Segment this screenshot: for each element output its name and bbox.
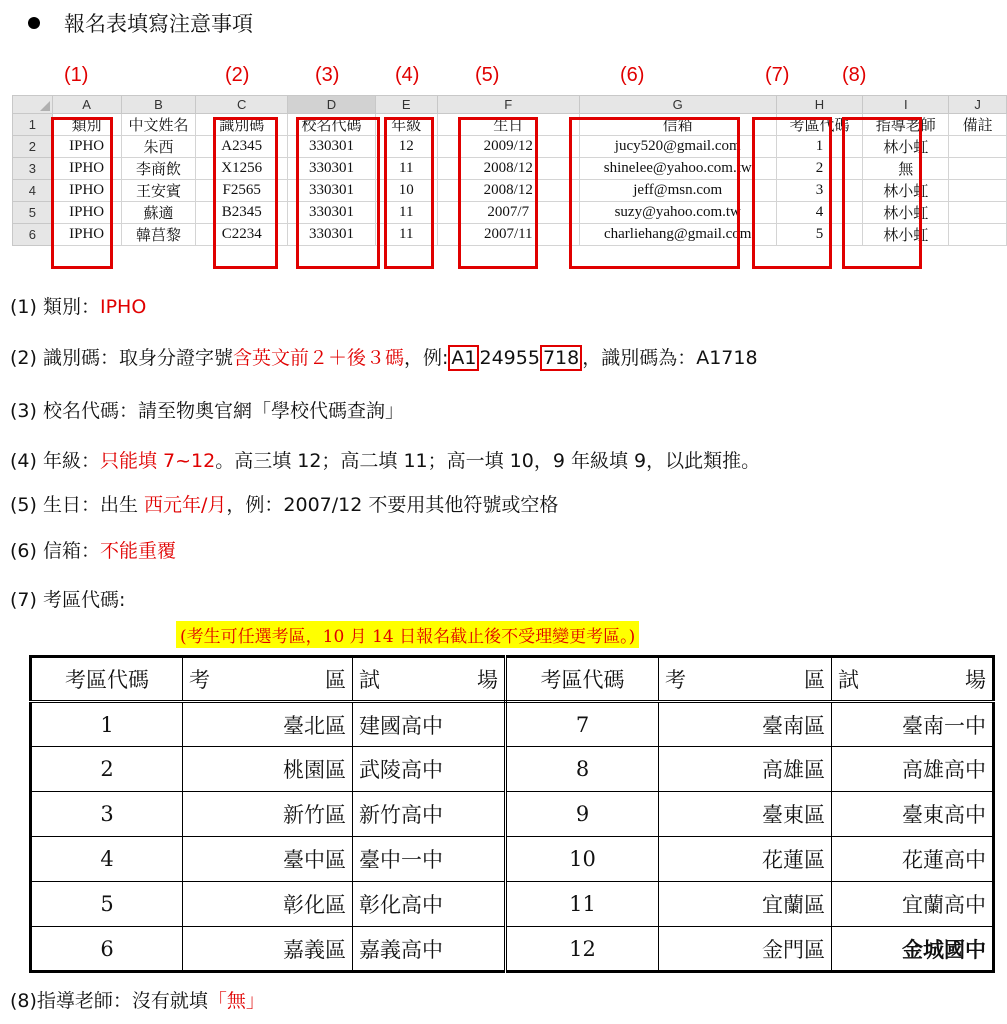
header-cell[interactable]: 類別 bbox=[52, 114, 121, 136]
region-name: 臺中區 bbox=[183, 837, 353, 882]
region-code: 9 bbox=[506, 792, 659, 837]
exam-site: 花蓮高中 bbox=[832, 837, 994, 882]
cell[interactable]: 11 bbox=[375, 224, 437, 246]
header-cell[interactable]: 信箱 bbox=[579, 114, 776, 136]
cell[interactable]: 3 bbox=[776, 180, 863, 202]
note-text: ，例: bbox=[403, 347, 449, 369]
note-emphasis: 「無」 bbox=[207, 990, 265, 1012]
cell[interactable]: 330301 bbox=[288, 136, 376, 158]
cell[interactable]: 10 bbox=[375, 180, 437, 202]
highlight-box-school-code bbox=[296, 117, 380, 269]
column-header[interactable]: F bbox=[437, 96, 579, 114]
cell[interactable]: 2008/12 bbox=[437, 158, 579, 180]
region-name: 宜蘭區 bbox=[659, 882, 832, 927]
note-5 bbox=[10, 490, 558, 517]
cell[interactable]: F2565 bbox=[196, 180, 288, 202]
column-header[interactable]: H bbox=[776, 96, 863, 114]
exam-site: 臺東高中 bbox=[832, 792, 994, 837]
highlight-box-email bbox=[569, 117, 740, 269]
highlight-box-grade bbox=[384, 117, 434, 269]
note-label: (5) 生日：出生 bbox=[10, 494, 144, 516]
region-name: 高雄區 bbox=[659, 747, 832, 792]
cell[interactable]: 2007/11 bbox=[437, 224, 579, 246]
cell[interactable] bbox=[949, 158, 1007, 180]
row-header[interactable]: 2 bbox=[13, 136, 53, 158]
cell[interactable]: 2009/12 bbox=[437, 136, 579, 158]
column-header[interactable]: B bbox=[121, 96, 196, 114]
exam-site: 臺中一中 bbox=[353, 837, 506, 882]
id-prefix-box: A1 bbox=[448, 345, 479, 371]
note-2 bbox=[10, 343, 758, 370]
note-label: (3) 校名代碼：請至物奧官網「學校代碼查詢」 bbox=[10, 400, 404, 422]
header-cell[interactable]: 考區代碼 bbox=[776, 114, 863, 136]
cell[interactable]: 12 bbox=[375, 136, 437, 158]
cell[interactable]: jeff@msn.com bbox=[579, 180, 776, 202]
region-code: 6 bbox=[31, 927, 183, 972]
cell[interactable]: 蘇適 bbox=[121, 202, 196, 224]
cell[interactable]: X1256 bbox=[196, 158, 288, 180]
region-name: 花蓮區 bbox=[659, 837, 832, 882]
title-text: 報名表填寫注意事項 bbox=[64, 12, 253, 36]
exam-site: 高雄高中 bbox=[832, 747, 994, 792]
cell[interactable]: 2008/12 bbox=[437, 180, 579, 202]
highlight-box-advisor bbox=[842, 117, 922, 269]
annotation-7: (7) bbox=[765, 64, 790, 86]
exam-site: 嘉義高中 bbox=[353, 927, 506, 972]
exam-header-cell: 考 區 bbox=[659, 657, 832, 702]
region-code: 4 bbox=[31, 837, 183, 882]
highlight-box-id-code bbox=[213, 117, 278, 269]
column-header[interactable]: J bbox=[949, 96, 1007, 114]
region-code: 12 bbox=[506, 927, 659, 972]
note-6 bbox=[10, 536, 176, 563]
annotation-3: (3) bbox=[315, 64, 340, 86]
annotation-8: (8) bbox=[842, 64, 867, 86]
cell[interactable] bbox=[949, 202, 1007, 224]
cell[interactable]: 韓莒黎 bbox=[121, 224, 196, 246]
region-code: 3 bbox=[31, 792, 183, 837]
exam-header-cell: 考區代碼 bbox=[506, 657, 659, 702]
region-code: 7 bbox=[506, 702, 659, 747]
cell[interactable]: 4 bbox=[776, 202, 863, 224]
note-label: (2) 識別碼：取身分證字號 bbox=[10, 347, 233, 369]
region-name: 嘉義區 bbox=[183, 927, 353, 972]
exam-row bbox=[31, 702, 994, 747]
cell[interactable]: IPHO bbox=[52, 158, 121, 180]
note-label: (8)指導老師：沒有就填 bbox=[10, 990, 208, 1012]
note-emphasis: 含英文前２＋後３碼 bbox=[232, 347, 404, 369]
exam-header-cell: 考 區 bbox=[183, 657, 353, 702]
annotation-1: (1) bbox=[64, 64, 89, 86]
note-4 bbox=[10, 446, 760, 473]
cell[interactable] bbox=[949, 224, 1007, 246]
cell[interactable]: IPHO bbox=[52, 202, 121, 224]
cell[interactable]: 林小虹 bbox=[863, 224, 949, 246]
note-emphasis: 不能重覆 bbox=[99, 540, 176, 562]
region-code: 10 bbox=[506, 837, 659, 882]
note-emphasis: IPHO bbox=[99, 296, 147, 318]
cell[interactable] bbox=[949, 136, 1007, 158]
cell[interactable]: A2345 bbox=[196, 136, 288, 158]
note-1 bbox=[10, 292, 146, 319]
note-label: (7) 考區代碼: bbox=[10, 589, 126, 611]
exam-region-table bbox=[29, 655, 995, 973]
note-label: (6) 信箱： bbox=[10, 540, 100, 562]
cell[interactable] bbox=[949, 180, 1007, 202]
exam-header-cell: 試 場 bbox=[832, 657, 994, 702]
note-text: ，例：2007/12 不要用其他符號或空格 bbox=[226, 494, 559, 516]
row-header[interactable]: 1 bbox=[13, 114, 53, 136]
note-text: ，識別碼為：A1718 bbox=[582, 347, 758, 369]
annotation-2: (2) bbox=[225, 64, 250, 86]
exam-row bbox=[31, 792, 994, 837]
annotation-5: (5) bbox=[475, 64, 500, 86]
header-cell[interactable]: 識別碼 bbox=[196, 114, 288, 136]
header-cell[interactable]: 指導老師 bbox=[863, 114, 949, 136]
page-title bbox=[28, 8, 253, 38]
cell[interactable]: 王安賓 bbox=[121, 180, 196, 202]
cell[interactable]: IPHO bbox=[52, 224, 121, 246]
cell[interactable]: 330301 bbox=[288, 158, 376, 180]
bullet-icon bbox=[28, 17, 40, 29]
cell[interactable]: B2345 bbox=[196, 202, 288, 224]
note-emphasis: 只能填 7~12 bbox=[99, 450, 216, 472]
cell[interactable]: 林小虹 bbox=[863, 202, 949, 224]
exam-site: 新竹高中 bbox=[353, 792, 506, 837]
header-cell[interactable]: 年級 bbox=[375, 114, 437, 136]
column-header[interactable]: A bbox=[52, 96, 121, 114]
row-header[interactable]: 6 bbox=[13, 224, 53, 246]
note-text: 。高三填 12；高二填 11；高一填 10，9 年級填 9，以此類推。 bbox=[215, 450, 761, 472]
cell[interactable]: 330301 bbox=[288, 202, 376, 224]
column-header-row bbox=[13, 96, 1007, 114]
column-header[interactable]: C bbox=[196, 96, 288, 114]
region-code: 1 bbox=[31, 702, 183, 747]
region-name: 臺東區 bbox=[659, 792, 832, 837]
cell[interactable]: 林小虹 bbox=[863, 136, 949, 158]
highlight-box-region-code bbox=[752, 117, 832, 269]
exam-row bbox=[31, 882, 994, 927]
cell[interactable]: IPHO bbox=[52, 136, 121, 158]
cell[interactable]: 330301 bbox=[288, 224, 376, 246]
row-header[interactable]: 5 bbox=[13, 202, 53, 224]
annotation-4: (4) bbox=[395, 64, 420, 86]
cell[interactable]: 5 bbox=[776, 224, 863, 246]
cell[interactable]: 李商飲 bbox=[121, 158, 196, 180]
exam-site: 宜蘭高中 bbox=[832, 882, 994, 927]
note-8 bbox=[10, 986, 265, 1013]
region-name: 桃園區 bbox=[183, 747, 353, 792]
cell[interactable]: jucy520@gmail.com bbox=[579, 136, 776, 158]
header-cell[interactable]: 生日 bbox=[437, 114, 579, 136]
region-name: 彰化區 bbox=[183, 882, 353, 927]
region-name: 金門區 bbox=[659, 927, 832, 972]
exam-site: 臺南一中 bbox=[832, 702, 994, 747]
column-header[interactable]: G bbox=[579, 96, 776, 114]
cell[interactable]: 11 bbox=[375, 158, 437, 180]
cell[interactable]: 11 bbox=[375, 202, 437, 224]
region-name: 臺南區 bbox=[659, 702, 832, 747]
note-emphasis: 西元年/月 bbox=[144, 494, 227, 516]
column-header[interactable]: D bbox=[288, 96, 376, 114]
row-header[interactable]: 4 bbox=[13, 180, 53, 202]
exam-site: 金城國中 bbox=[832, 927, 994, 972]
cell[interactable]: 330301 bbox=[288, 180, 376, 202]
note-text: 24955 bbox=[479, 347, 540, 369]
exam-site: 武陵高中 bbox=[353, 747, 506, 792]
row-header[interactable]: 3 bbox=[13, 158, 53, 180]
header-cell[interactable]: 備註 bbox=[949, 114, 1007, 136]
region-code: 2 bbox=[31, 747, 183, 792]
region-name: 新竹區 bbox=[183, 792, 353, 837]
exam-row bbox=[31, 747, 994, 792]
header-cell[interactable]: 中文姓名 bbox=[121, 114, 196, 136]
region-code: 8 bbox=[506, 747, 659, 792]
region-code: 11 bbox=[506, 882, 659, 927]
id-suffix-box: 718 bbox=[540, 345, 582, 371]
region-code: 5 bbox=[31, 882, 183, 927]
highlight-box-birthday bbox=[458, 117, 538, 269]
cell[interactable]: 1 bbox=[776, 136, 863, 158]
highlight-box-category bbox=[51, 117, 113, 269]
exam-header-row bbox=[31, 657, 994, 702]
note-3 bbox=[10, 396, 404, 423]
cell[interactable]: 2 bbox=[776, 158, 863, 180]
cell[interactable]: 林小虹 bbox=[863, 180, 949, 202]
select-all-icon bbox=[40, 101, 50, 111]
cell[interactable]: 朱西 bbox=[121, 136, 196, 158]
cell[interactable]: 2007/7 bbox=[437, 202, 579, 224]
select-all-corner[interactable] bbox=[13, 96, 53, 114]
region-change-notice: (考生可任選考區，10 月 14 日報名截止後不受理變更考區。) bbox=[176, 621, 639, 648]
note-label: (4) 年級： bbox=[10, 450, 100, 472]
annotation-6: (6) bbox=[620, 64, 645, 86]
cell[interactable]: IPHO bbox=[52, 180, 121, 202]
cell[interactable]: C2234 bbox=[196, 224, 288, 246]
cell[interactable]: suzy@yahoo.com.tw bbox=[579, 202, 776, 224]
column-header[interactable]: I bbox=[863, 96, 949, 114]
exam-row bbox=[31, 927, 994, 972]
exam-header-cell: 試 場 bbox=[353, 657, 506, 702]
cell[interactable]: charliehang@gmail.com bbox=[579, 224, 776, 246]
note-label: (1) 類別： bbox=[10, 296, 100, 318]
header-cell[interactable]: 校名代碼 bbox=[288, 114, 376, 136]
cell[interactable]: shinelee@yahoo.com.tw bbox=[579, 158, 776, 180]
region-name: 臺北區 bbox=[183, 702, 353, 747]
column-header[interactable]: E bbox=[375, 96, 437, 114]
exam-header-cell: 考區代碼 bbox=[31, 657, 183, 702]
cell[interactable]: 無 bbox=[863, 158, 949, 180]
note-7 bbox=[10, 585, 125, 612]
exam-row bbox=[31, 837, 994, 882]
exam-site: 彰化高中 bbox=[353, 882, 506, 927]
exam-site: 建國高中 bbox=[353, 702, 506, 747]
